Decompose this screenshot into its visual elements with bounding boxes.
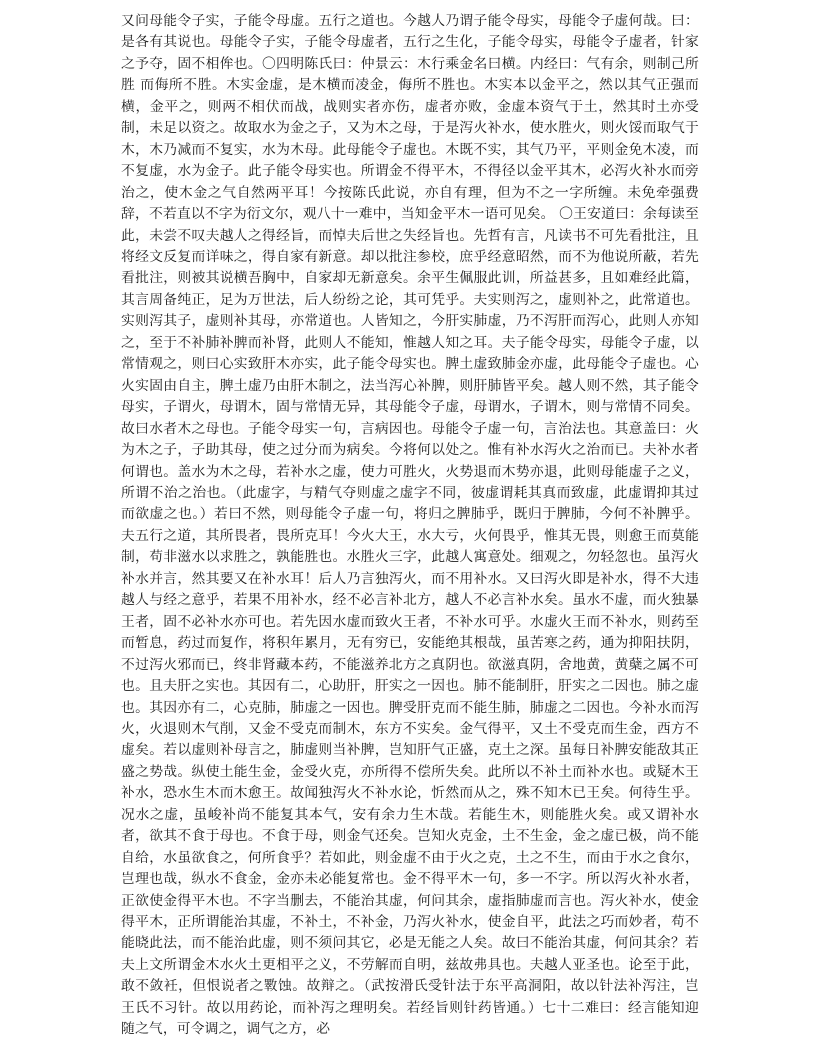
body-text: 又问母能令子实，子能令母虚。五行之道也。今越人乃谓子能令母实，母能令子虚何哉。曰：是各有其说也。母能令子实，子能令母虚者，五行之生化，子能令母实，母能令子虚者，针家之予夺，固不相侔也。〇四明陈氏曰：仲景云：木行乘金名曰横。内经曰：气有余，则制己所胜 而侮所不胜。木实金虚，是木横而凌金，侮所不胜也。木实本以金平之，然以其气正强而横，金平之，则两不相伏而战，战则实者亦伤，虚者亦败，金虚本资气于土，然其时土亦受制，未足以资之。故取水为金之子，又为木之母，于是泻火补水，使水胜火，则火馁而取气于木，木乃减而不复实，水为木母。此母能令子虚也。木既不实，其气乃平，平则金免木凌，而不复虚，水为金子。此子能令母实也。所谓金不得平木，不得径以金平其木，必泻火补水而旁治之，使木金之气自然两平耳！今按陈氏此说，亦自有理，但为不之一字所缠。未免牵强费辞，不若直以不字为衍文尔，观八十一难中，当知金平木一语可见矣。 〇王安道曰：余每读至此，未尝不叹夫越人之得经旨，而悼夫后世之失经旨也。先哲有言，凡读书不可先看批注，且将经文反复而详味之，得自家有新意。却以批注参校，庶乎经意昭然，而不为他说所蔽，若先看批注，则被其说横吾胸中，自家却无新意矣。余平生佩服此训，所益甚多，且如难经此篇，其言周备纯正，足为万世法，后人纷纷之论，其可凭乎。夫实则泻之，虚则补之，此常道也。实则泻其子，虚则补其母，亦常道也。人皆知之，今肝实肺虚，乃不泻肝而泻心，此则人亦知之，至于不补肺补脾而补肾，此则人不能知，惟越人知之耳。夫子能令母实，母能令子虚，以常情观之，则曰心实致肝木亦实，此子能令母实也。脾土虚致肺金亦虚，此母能令子虚也。心火实固由自主，脾土虚乃由肝木制之，法当泻心补脾，则肝肺皆平矣。越人则不然，其子能令母实，子谓火，母谓木，固与常情无异，其母能令子虚，母谓水，子谓木，则与常情不同矣。故曰水者木之母也。子能令母实一句，言病因也。母能令子虚一句，言治法也。其意盖曰：火为木之子，子助其母，使之过分而为病矣。今将何以处之。惟有补水泻火之治而已。夫补水者何谓也。盖水为木之母，若补水之虚，使力可胜火，火势退而木势亦退，此则母能虚子之义，所谓不治之治也。（此虚字，与精气夺则虚之虚字不同，彼虚谓耗其真而致虚，此虚谓抑其过而欲虚之也。）若曰不然，则母能令子虚一句，将归之脾肺乎，既归于脾肺，今何不补脾乎。夫五行之道，其所畏者，畏所克耳！今火大王，水大亏，火何畏乎，惟其无畏，则愈王而莫能制，苟非滋水以求胜之，孰能胜也。水胜火三字，此越人寓意处。细观之，勿轻忽也。虽泻火补水并言，然其要又在补水耳！后人乃言独泻火，而不用补水。又曰泻火即是补水，得不大违越人与经之意乎，若果不用补水，经不必言补北方，越人不必言补水矣。虽水不虚，而火独暴王者，固不必补水亦可也。若先因水虚而致火王者，不补水可乎。水虚火王而不补水，则药至而暂息，药过而复作，将积年累月，无有穷已，安能绝其根哉，虽苦寒之药，通为抑阳扶阴，不过泻火邪而已，终非肾藏本药，不能滋养北方之真阴也。欲滋真阴，舍地黄，黄蘖之属不可也。且夫肝之实也。其因有二，心助肝，肝实之一因也。肺不能制肝，肝实之二因也。肺之虚也。其因亦有二，心克肺，肺虚之一因也。脾受肝克而不能生肺，肺虚之二因也。今补水而泻火，火退则木气削，又金不受克而制木，东方不实矣。金气得平，又土不受克而生金，西方不虚矣。若以虚则补母言之，肺虚则当补脾，岂知肝气正盛，克土之深。虽每日补脾安能敌其正盛之势哉。纵使土能生金，金受火克，亦所得不偿所失矣。此所以不补土而补水也。或疑木王补水，恐水生木而木愈王。故闻独泻火不补水论，忻然而从之，殊不知木已王矣。何待生乎。况水之虚，虽峻补尚不能复其本气，安有余力生木哉。若能生木，则能胜火矣。或又谓补水者，欲其不食于母也。不食于母，则金气还矣。岂知火克金，土不生金，金之虚已极，尚不能自给，水虽欲食之，何所食乎？若如此，则金虚不由于火之克，土之不生，而由于水之食尔，岂理也哉，纵水不食金，金亦未必能复常也。金不得平木一句，多一不字。所以泻火补水者，正欲使金得平木也。不字当删去，不能治其虚，何问其余，虚指肺虚而言也。泻火补水，使金得平木，正所谓能治其虚，不补土，不补金，乃泻火补水，使金自平，此法之巧而妙者，苟不能晓此法，而不能治此虚，则不须问其它，必是无能之人矣。故曰不能治其虚，何问其余？若夫上文所谓金木水火土更相平之义，不劳解而自明，兹故弗具也。夫越人亚圣也。论至于此，敢不敛衽，但恨说者之斁蚀。故辩之。（武按滑氏受针法于东平高洞阳，故以针法补泻注，岂王氏不习针。故以用药论，而补泻之理明矣。若经旨则针药皆通。）七十二难曰：经言能知迎随之气，可令调之，调气之方，必 (121, 13, 699, 1038)
document-page (121, 11, 699, 1051)
